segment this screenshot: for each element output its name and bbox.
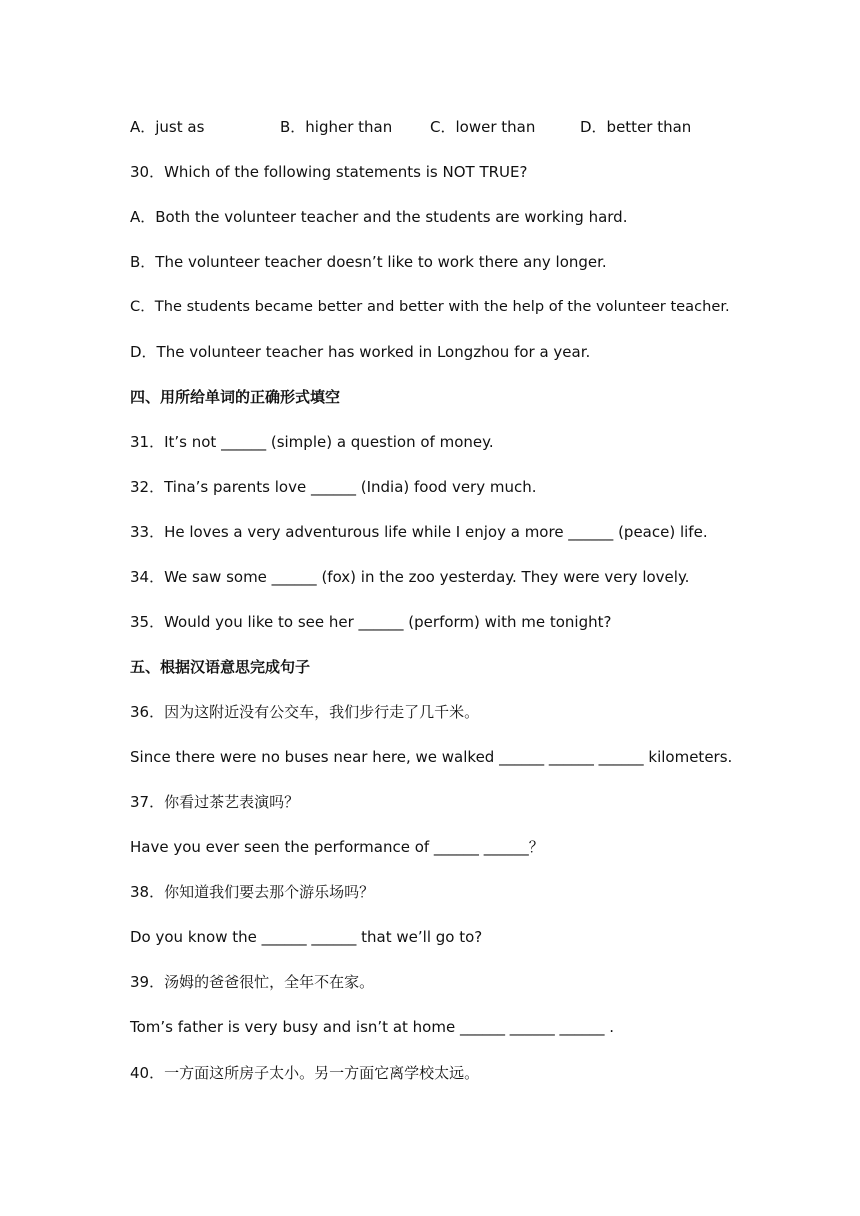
q39-english: Tom’s father is very busy and isn’t at home ______ ______ ______ . bbox=[130, 1018, 615, 1036]
q30-option-d: D．The volunteer teacher has worked in Longzhou for a year. bbox=[130, 343, 591, 361]
q31-item: 31．It’s not ______ (simple) a question of money. bbox=[130, 433, 494, 451]
q36-english: Since there were no buses near here, we walked ______ ______ ______ kilometers. bbox=[130, 748, 733, 766]
q32-item: 32．Tina’s parents love ______ (India) food very much. bbox=[130, 478, 537, 496]
q36-chinese: 36．因为这附近没有公交车，我们步行走了几千米。 bbox=[130, 703, 480, 721]
q29-option-c: C．lower than bbox=[430, 118, 536, 136]
q29-option-b: B．higher than bbox=[280, 118, 393, 136]
q30-question: 30．Which of the following statements is NOT TRUE? bbox=[130, 163, 528, 181]
q38-english: Do you know the ______ ______ that we’ll go to? bbox=[130, 928, 483, 946]
q30-option-a: A．Both the volunteer teacher and the students are working hard. bbox=[130, 208, 628, 226]
q39-chinese: 39．汤姆的爸爸很忙，全年不在家。 bbox=[130, 973, 375, 991]
section-4-heading: 四、用所给单词的正确形式填空 bbox=[130, 388, 341, 406]
q38-chinese: 38．你知道我们要去那个游乐场吗？ bbox=[130, 883, 375, 901]
q34-item: 34．We saw some ______ (fox) in the zoo yesterday. They were very lovely. bbox=[130, 568, 690, 586]
section-5-heading: 五、根据汉语意思完成句子 bbox=[130, 658, 311, 676]
q29-option-d: D．better than bbox=[580, 118, 692, 136]
q30-option-c: C．The students became better and better with the help of the volunteer teacher. bbox=[130, 298, 730, 315]
q37-chinese: 37．你看过茶艺表演吗？ bbox=[130, 793, 300, 811]
q40-chinese: 40．一方面这所房子太小。另一方面它离学校太远。 bbox=[130, 1064, 480, 1082]
q33-item: 33．He loves a very adventurous life while I enjoy a more ______ (peace) life. bbox=[130, 523, 708, 541]
q29-option-a: A．just as bbox=[130, 118, 205, 136]
q29-options-row bbox=[130, 117, 730, 137]
q30-option-b: B．The volunteer teacher doesn’t like to work there any longer. bbox=[130, 253, 607, 271]
q35-item: 35．Would you like to see her ______ (perform) with me tonight? bbox=[130, 613, 612, 631]
q37-english: Have you ever seen the performance of ______ ______？ bbox=[130, 838, 544, 856]
